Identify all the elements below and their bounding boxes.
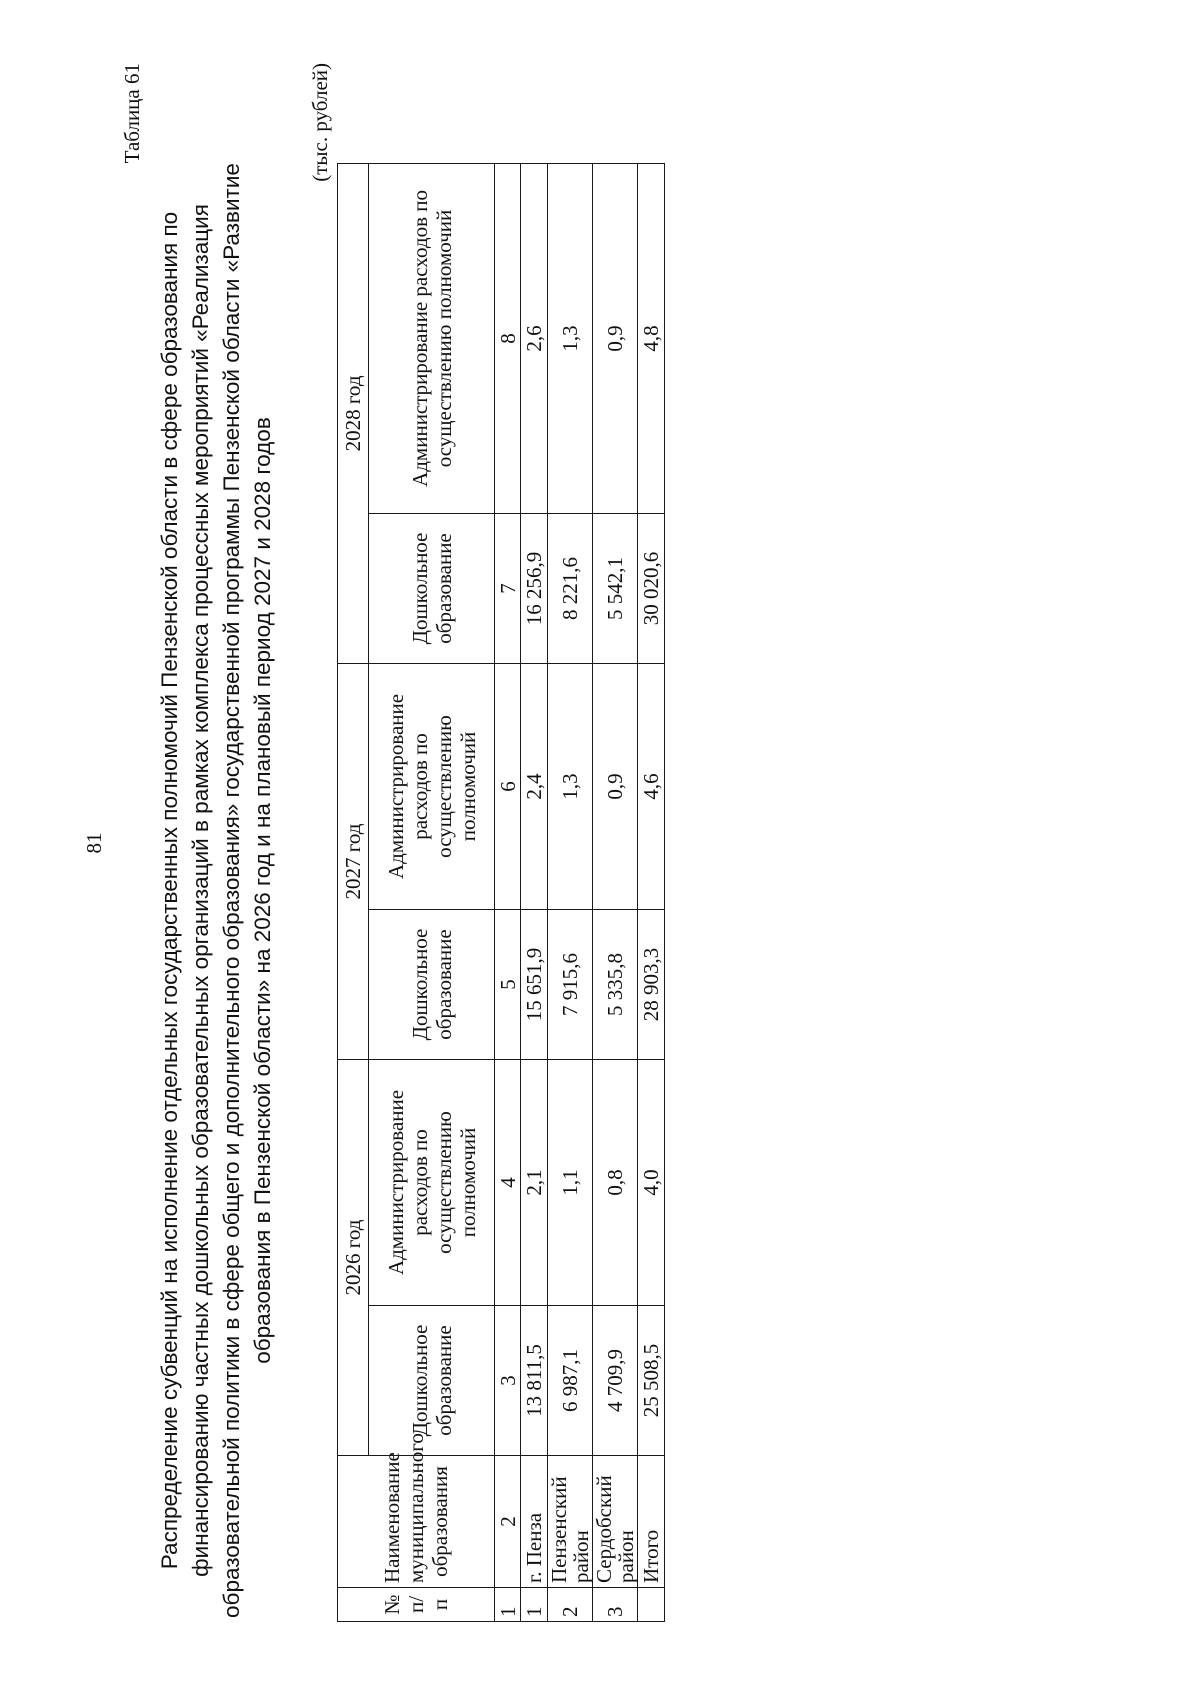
column-number: 8 (495, 163, 521, 513)
value-admin-2027: 2,4 (521, 663, 548, 909)
value-admin-2026: 0,8 (593, 1059, 638, 1305)
column-number: 4 (495, 1059, 521, 1305)
value-preschool-2028: 8 221,6 (548, 513, 593, 663)
municipality-name: Пензенский район (548, 1456, 593, 1588)
municipality-name: Сердобский район (593, 1456, 638, 1588)
value-admin-2026: 1,1 (548, 1059, 593, 1305)
column-number: 3 (495, 1306, 521, 1456)
column-number: 1 (495, 1588, 521, 1622)
value-preschool-2028: 5 542,1 (593, 513, 638, 663)
value-preschool-2026: 6 987,1 (548, 1306, 593, 1456)
row-number: 3 (593, 1588, 638, 1622)
table-row-serdobsky (593, 163, 638, 1621)
value-admin-2028: 1,3 (548, 163, 593, 513)
column-number: 2 (495, 1456, 521, 1588)
header-admin-2028: Администрирование расходов по осуществлению полномочий (369, 163, 495, 513)
table-row-total (638, 163, 665, 1621)
table-row-penzensky (548, 163, 593, 1621)
table-title: Распределение субвенций на исполнение отдельных государственных полномочий Пензенской области в сфере образования по финансированию частных дошкольных образовательных организаций в рамках комплекса процессных мероприятий «Реализация образовательной политики в сфере общего и дополнительного образования» государственной программы Пензенской области «Развитие образования в Пензенской области» на 2026 год и на плановый период 2027 и 2028 годов (157, 163, 275, 1618)
value-admin-2026: 2,1 (521, 1059, 548, 1305)
row-number: 1 (521, 1588, 548, 1622)
header-num: № п/п (338, 1588, 495, 1622)
page-number: 81 (82, 832, 106, 854)
column-number: 7 (495, 513, 521, 663)
header-preschool-2028: Дошкольное образование (369, 513, 495, 663)
value-admin-2027: 0,9 (593, 663, 638, 909)
value-admin-2028: 2,6 (521, 163, 548, 513)
value-preschool-2026: 4 709,9 (593, 1306, 638, 1456)
value-preschool-2027: 15 651,9 (521, 909, 548, 1059)
total-admin-2028: 4,8 (638, 163, 665, 513)
total-admin-2027: 4,6 (638, 663, 665, 909)
header-year-2028: 2028 год (338, 163, 369, 663)
header-row-years (338, 163, 369, 1621)
header-year-2026: 2026 год (338, 1059, 369, 1455)
value-preschool-2028: 16 256,9 (521, 513, 548, 663)
total-preschool-2026: 25 508,5 (638, 1306, 665, 1456)
total-preschool-2027: 28 903,3 (638, 909, 665, 1059)
rotated-landscape-sheet (82, 63, 682, 1623)
row-number (638, 1588, 665, 1622)
header-preschool-2027: Дошкольное образование (369, 909, 495, 1059)
table-number: Таблица 61 (120, 63, 144, 164)
value-preschool-2027: 5 335,8 (593, 909, 638, 1059)
value-admin-2028: 0,9 (593, 163, 638, 513)
header-row-subcolumns (369, 163, 495, 1621)
header-admin-2026: Администрирование расходов по осуществлению полномочий (369, 1059, 495, 1305)
total-preschool-2028: 30 020,6 (638, 513, 665, 663)
header-municipality: Наименование муниципального образования (338, 1456, 495, 1588)
value-preschool-2027: 7 915,6 (548, 909, 593, 1059)
subventions-table (337, 163, 665, 1622)
header-admin-2027: Администрирование расходов по осуществлению полномочий (369, 663, 495, 909)
units-label: (тыс. рублей) (308, 63, 332, 182)
column-number: 6 (495, 663, 521, 909)
row-number: 2 (548, 1588, 593, 1622)
header-year-2027: 2027 год (338, 663, 369, 1059)
table-row-penza (521, 163, 548, 1621)
total-label: Итого (638, 1456, 665, 1588)
value-admin-2027: 1,3 (548, 663, 593, 909)
total-admin-2026: 4,0 (638, 1059, 665, 1305)
column-number: 5 (495, 909, 521, 1059)
municipality-name: г. Пенза (521, 1456, 548, 1588)
value-preschool-2026: 13 811,5 (521, 1306, 548, 1456)
column-number-row (495, 163, 521, 1621)
header-preschool-2026: Дошкольное образование (369, 1306, 495, 1456)
